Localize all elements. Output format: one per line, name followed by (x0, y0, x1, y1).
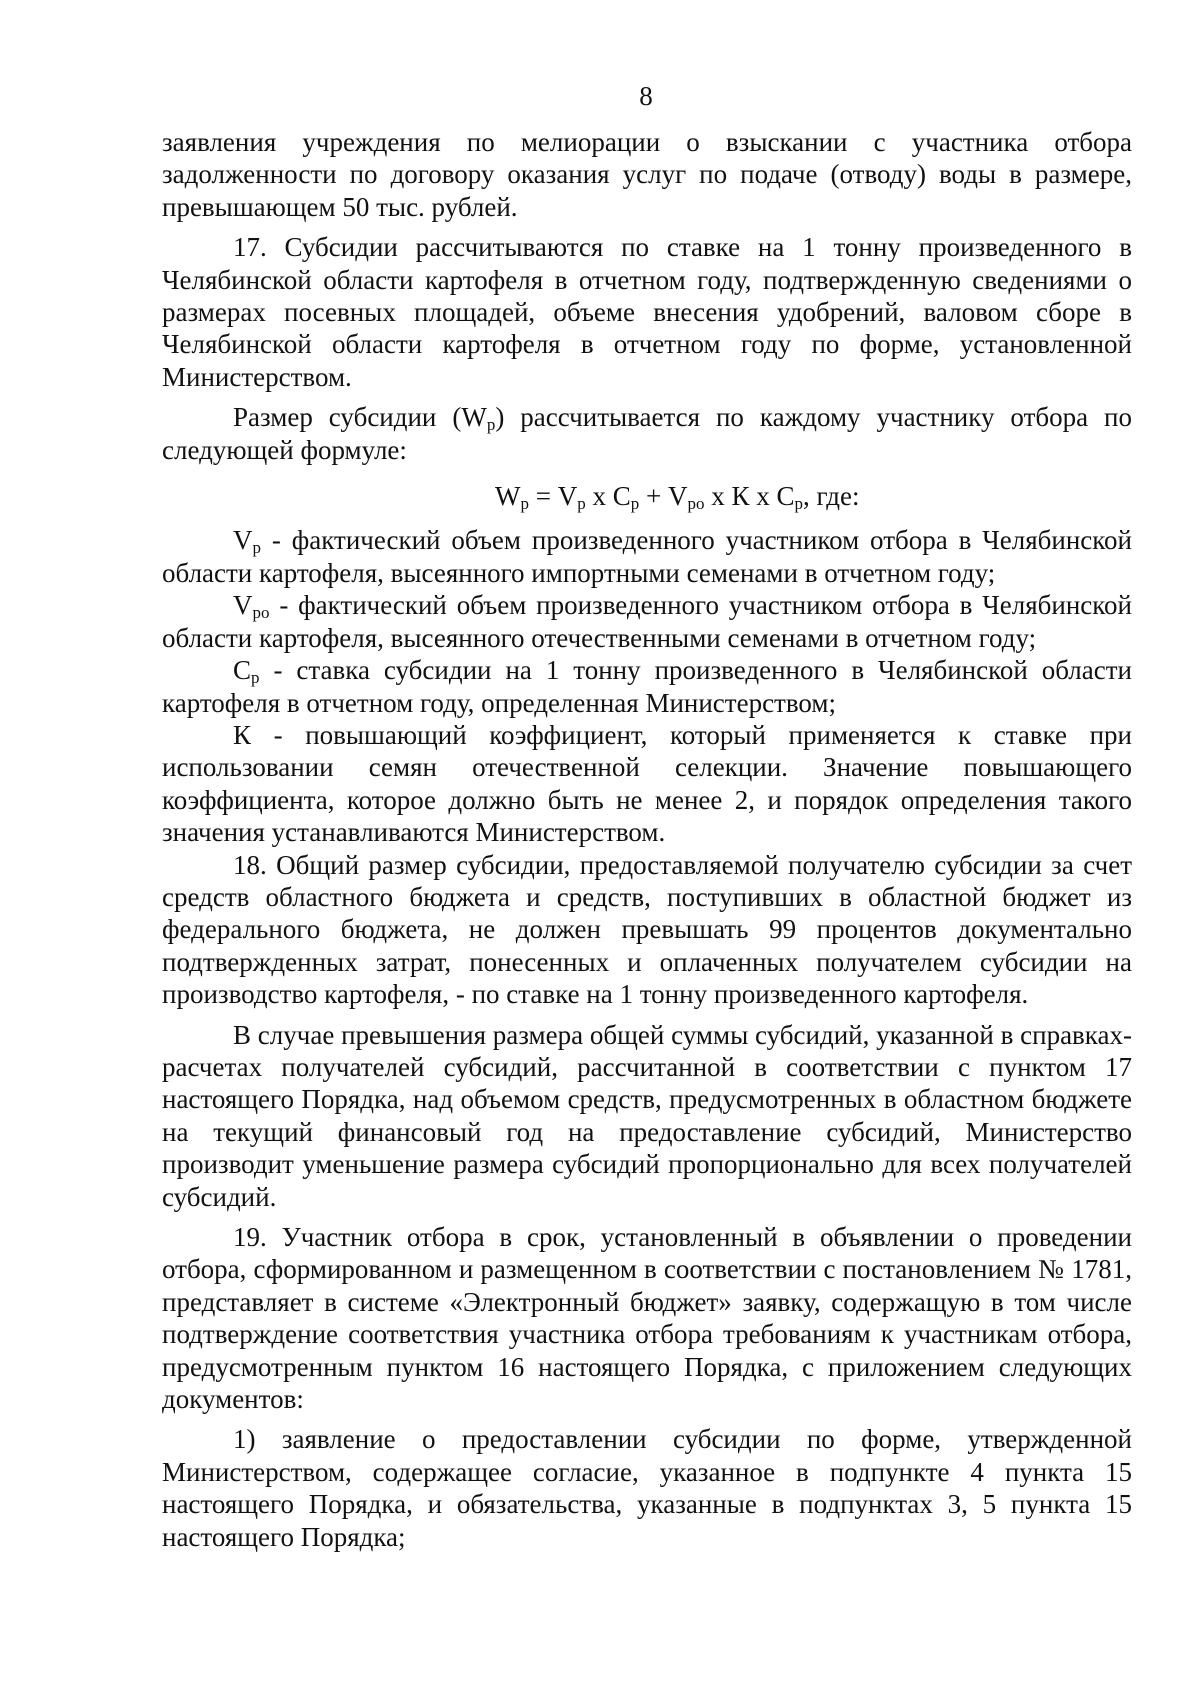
paragraph-18-reduction: В случае превышения размера общей суммы субсидий, указанной в справках-расчетах получателей субсидий, рассчитанной в соответствии с пунктом 17 настоящего Порядка, над объемом средств, предусмотренных в областном бюджете на текущий финансовый год на предоставление субсидий, Министерство производит уменьшение размера субсидий пропорционально для всех получателей субсидий. (162, 1019, 1132, 1212)
document-body (162, 126, 1132, 1553)
formula-c2-sub: р (794, 494, 803, 514)
paragraph-18: 18. Общий размер субсидии, предоставляемой получателю субсидии за счет средств областного бюджета и средств, поступивших в областной бюджет из федерального бюджета, не должен превышать 99 процентов документально подтвержденных затрат, понесенных и оплаченных получателем субсидии на производство картофеля, - по ставке на 1 тонну произведенного картофеля. (162, 849, 1132, 1010)
subsidy-size-text-start: Размер субсидии (W (233, 402, 487, 433)
formula-w-sub: р (520, 494, 529, 514)
paragraph-19-item-1: 1) заявление о предоставлении субсидии по форме, утвержденной Министерством, содержащее согласие, указанное в подпункте 4 пункта 15 настоящего Порядка, и обязательства, указанные в подпунктах 3, 5 пункта 15 настоящего Порядка; (162, 1424, 1132, 1552)
paragraph-subsidy-size (162, 401, 1132, 466)
subsidy-size-subscript: р (486, 415, 496, 435)
definition-cp (162, 654, 1132, 719)
formula-w: W (495, 481, 521, 512)
definition-vp-sub: р (252, 538, 261, 558)
page-number: 8 (639, 81, 653, 111)
definition-cp-text: - ставка субсидии на 1 тонну произведенного в Челябинской области картофеля в отчетном году, определенная Министерством; (162, 655, 1132, 718)
definition-vp-text: - фактический объем произведенного участником отбора в Челябинской области картофеля, высеянного импортными семенами в отчетном году; (162, 525, 1132, 588)
definition-vpo-sub: ро (252, 603, 270, 623)
formula-eq-v: = V (528, 481, 578, 512)
formula-x-c: x C (585, 481, 631, 512)
formula-v-sub: р (577, 494, 586, 514)
definition-vp-symbol: V (233, 525, 253, 556)
definition-vpo-text: - фактический объем произведенного участником отбора в Челябинской области картофеля, высеянного отечественными семенами в отчетном году; (162, 590, 1132, 653)
paragraph-continuation: заявления учреждения по мелиорации о взыскании с участника отбора задолженности по договору оказания услуг по подаче (отводу) воды в размере, превышающем 50 тыс. рублей. (162, 127, 1132, 222)
definition-cp-symbol: C (233, 655, 252, 686)
definition-k: К - повышающий коэффициент, который применяется к ставке при использовании семян отечественной селекции. Значение повышающего коэффициента, которое должно быть не менее 2, и порядок определения такого значения устанавливаются Министерством. (162, 719, 1132, 848)
formula-plus-v: + V (639, 481, 688, 512)
definition-vp (162, 524, 1132, 589)
paragraph-17: 17. Субсидии рассчитываются по ставке на 1 тонну произведенного в Челябинской области картофеля в отчетном году, подтвержденную сведениями о размерах посевных площадей, объеме внесения удобрений, валовом сборе в Челябинской области картофеля в отчетном году по форме, установленной Министерством. (162, 232, 1132, 392)
formula-c-sub: р (630, 494, 640, 514)
definition-vpo (162, 589, 1132, 654)
formula (162, 480, 1132, 512)
subsidy-size-text-end: ) рассчитывается по каждому участнику отбора по следующей формуле: (162, 402, 1132, 465)
definition-vpo-symbol: V (233, 590, 253, 621)
definition-cp-sub: р (251, 668, 260, 688)
formula-x-k-x-c: x К x C (704, 481, 795, 512)
formula-tail: , где: (803, 481, 860, 512)
paragraph-19: 19. Участник отбора в срок, установленный в объявлении о проведении отбора, сформированном и размещенном в соответствии с постановлением № 1781, представляет в системе «Электронный бюджет» заявку, содержащую в том числе подтверждение соответствия участника отбора требованиям к участникам отбора, предусмотренным пунктом 16 настоящего Порядка, с приложением следующих документов: (162, 1222, 1132, 1415)
formula-vpo-sub: ро (687, 494, 705, 514)
